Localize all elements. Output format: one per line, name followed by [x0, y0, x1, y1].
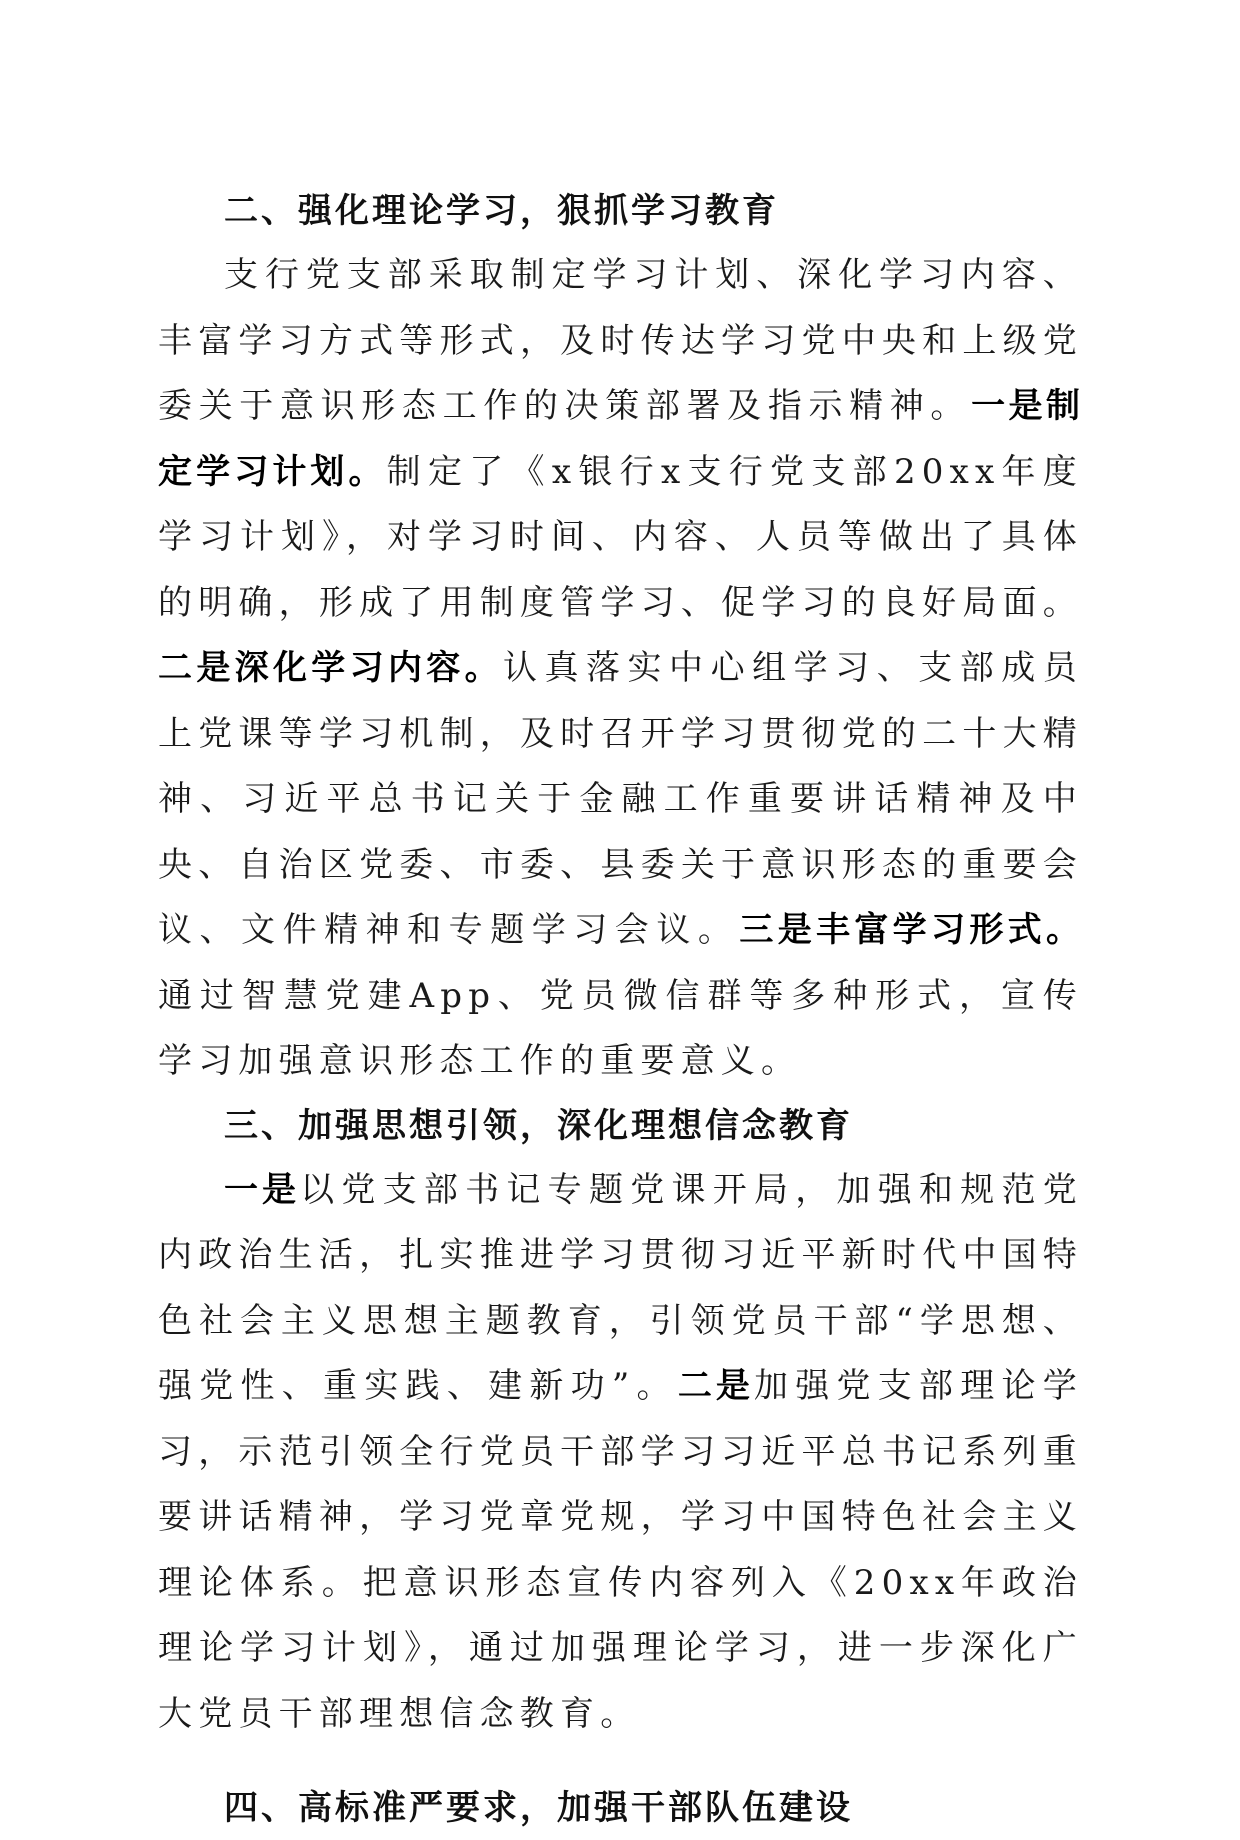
bold-lead-2: 二是深化学习内容。 — [158, 648, 503, 688]
bold-lead-1: 一是制定学习计划。 — [158, 386, 1084, 492]
bold-lead-3: 三是丰富学习形式。 — [739, 910, 1083, 950]
paragraph-text-yi: 以党支部书记专题党课开局，加强和规范党内政治生活，扎实推进学习贯彻习近平新时代中国特色社会主义思想主题教育，引领党员干部“学思想、强党性、重实践、建新功”。 — [158, 1169, 1083, 1406]
paragraph-text-er: 加强党支部理论学习，示范引领全行党员干部学习习近平总书记系列重要讲话精神，学习党章党规，学习中国特色社会主义理论体系。把意识形态宣传内容列入《20xx年政治理论学习计划》，通过加强理论学习，进一步深化广大党员干部理想信念教育。 — [158, 1366, 1083, 1734]
paragraph-text-2: 认真落实中心组学习、支部成员上党课等学习机制，及时召开学习贯彻党的二十大精神、习近平总书记关于金融工作重要讲话精神及中央、自治区党委、市委、县委关于意识形态的重要会议、文件精神和专题学习会议。 — [158, 648, 1083, 950]
section-3-paragraph — [158, 1158, 1083, 1748]
bold-lead-er: 二是 — [677, 1366, 754, 1406]
paragraph-text-3: 通过智慧党建App、党员微信群等多种形式，宣传学习加强意识形态工作的重要意义。 — [158, 975, 1083, 1081]
spacer — [158, 1747, 1083, 1777]
bold-lead-yi: 一是 — [224, 1169, 301, 1210]
section-heading-2: 二、强化理论学习，狠抓学习教育 — [224, 191, 779, 231]
document-body — [158, 180, 1083, 1840]
section-heading-3: 三、加强思想引领，深化理想信念教育 — [224, 1105, 853, 1146]
section-heading-4: 四、高标准严要求，加强干部队伍建设 — [224, 1788, 853, 1828]
paragraph-text-1: 制定了《x银行x支行党支部20xx年度学习计划》，对学习时间、内容、人员等做出了具体的明确，形成了用制度管学习、促学习的良好局面。 — [158, 451, 1083, 623]
section-2-paragraph — [158, 243, 1083, 1095]
paragraph-intro: 支行党支部采取制定学习计划、深化学习内容、丰富学习方式等形式，及时传达学习党中央和上级党委关于意识形态工作的决策部署及指示精神。 — [158, 255, 1083, 426]
